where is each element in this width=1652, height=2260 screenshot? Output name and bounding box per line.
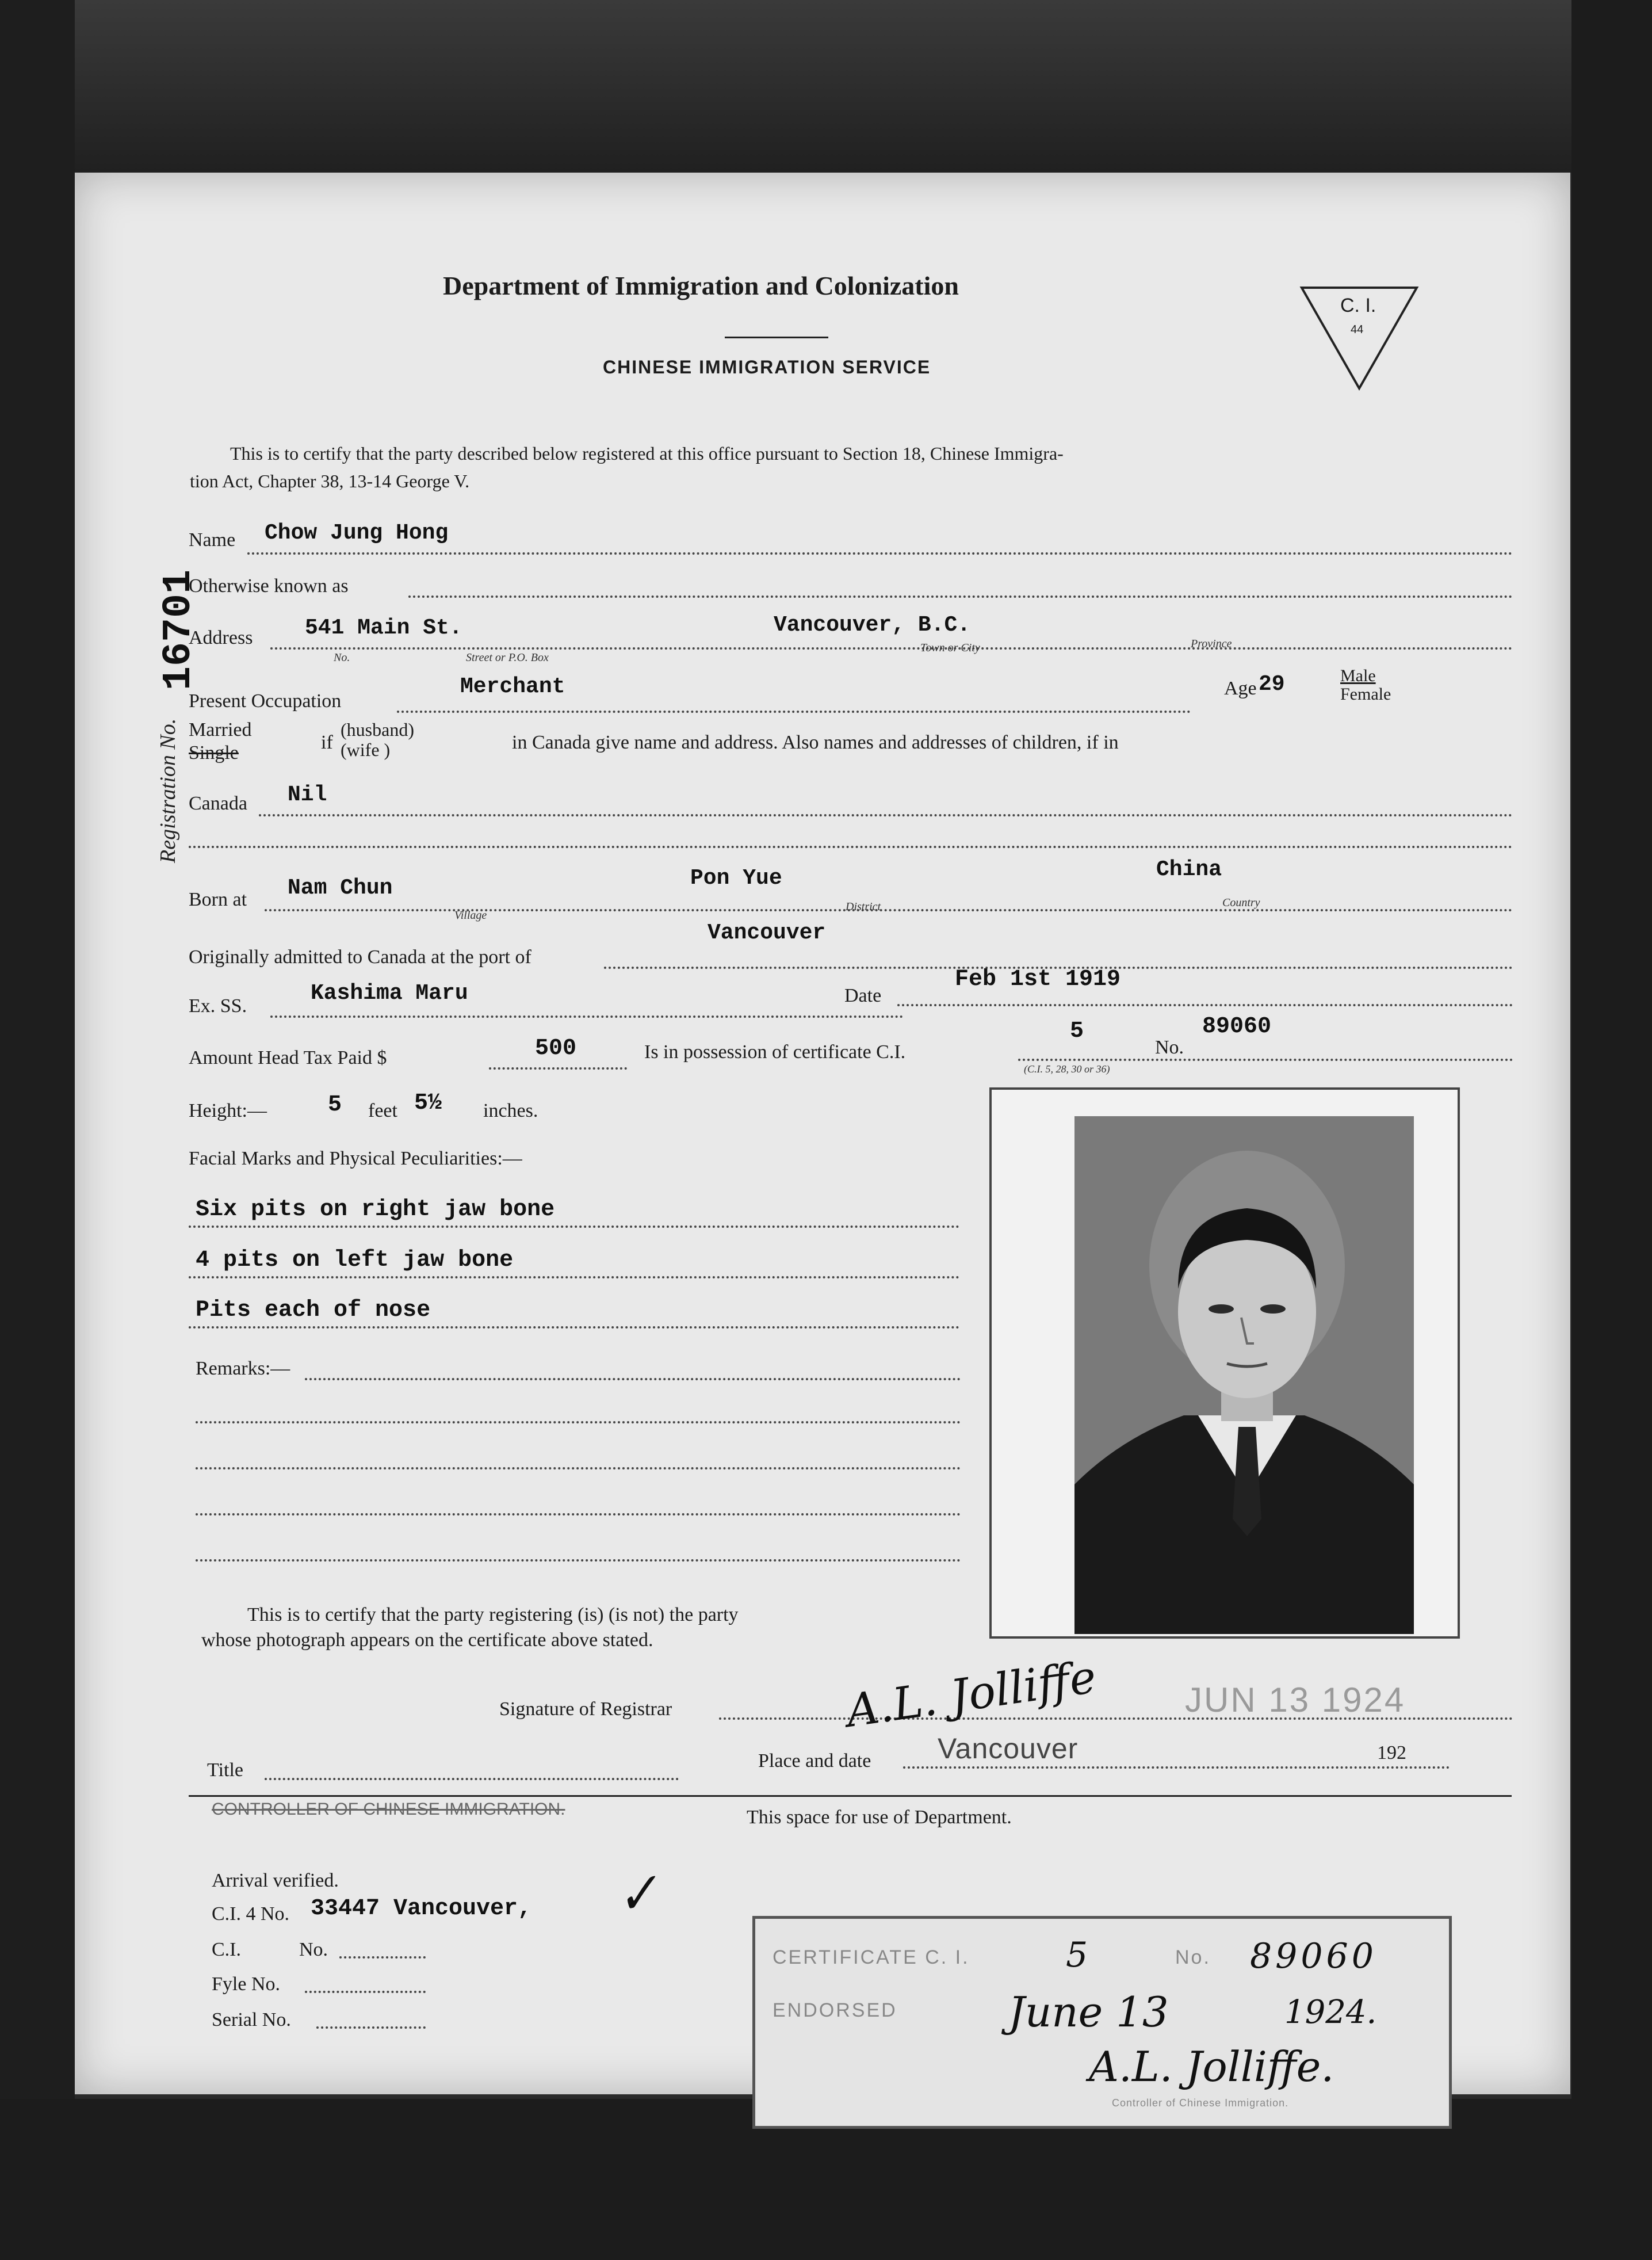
ci-no-line	[339, 1956, 426, 1959]
serial-label: Serial No.	[212, 2009, 291, 2030]
form-code-bottom: 44	[1351, 323, 1364, 336]
name-line	[247, 552, 1513, 555]
ci4-value: 33447 Vancouver,	[311, 1896, 532, 1922]
possession-label: Is in possession of certificate C.I.	[644, 1041, 906, 1063]
date-label: Date	[844, 985, 882, 1006]
inches-label: inches.	[483, 1100, 538, 1121]
possession-line	[1018, 1059, 1513, 1061]
headtax-value: 500	[535, 1036, 577, 1062]
married-text: in Canada give name and address. Also names and addresses of children, if in	[512, 732, 1119, 753]
exss-line	[270, 1016, 903, 1018]
dept-space: This space for use of Department.	[747, 1807, 1012, 1828]
remarks-dots-3	[196, 1467, 961, 1469]
if-label: if	[321, 732, 333, 753]
height-inches-value: 5½	[414, 1090, 442, 1116]
facial-dots-2	[189, 1276, 959, 1278]
occupation-label: Present Occupation	[189, 690, 342, 712]
height-feet-value: 5	[328, 1092, 342, 1118]
single-label: Single	[189, 742, 239, 763]
sex-male: Male	[1340, 666, 1376, 685]
ci4-label: C.I. 4 No.	[212, 1903, 290, 1925]
registration-label: Registration No.	[156, 718, 180, 863]
certify-photo-1: This is to certify that the party registering (is) (is not) the party	[247, 1604, 739, 1625]
date-value: Feb 1st 1919	[955, 967, 1121, 992]
stamp-signature: A.L. Jolliffe.	[1089, 2043, 1334, 2091]
remarks-dots-2	[196, 1421, 961, 1423]
fyle-line	[305, 1991, 426, 1993]
born-line	[265, 909, 1513, 911]
exss-label: Ex. SS.	[189, 995, 247, 1017]
place-value: Vancouver	[938, 1732, 1079, 1765]
feet-label: feet	[368, 1100, 397, 1121]
cert-no-label: No.	[1155, 1037, 1184, 1058]
age-value: 29	[1259, 672, 1285, 697]
serial-line	[316, 2026, 426, 2029]
stamp-cert-label: CERTIFICATE C. I.	[773, 1946, 970, 1968]
canada-line-2	[189, 846, 1513, 848]
exss-value: Kashima Maru	[311, 981, 468, 1006]
otherwise-line	[408, 595, 1513, 598]
headtax-label: Amount Head Tax Paid $	[189, 1047, 387, 1068]
film-edge-right	[1571, 0, 1652, 2260]
certify-line-2: tion Act, Chapter 38, 13-14 George V.	[190, 471, 470, 491]
date-stamp: JUN 13 1924	[1185, 1681, 1406, 1719]
stamp-controller: Controller of Chinese Immigration.	[1112, 2097, 1289, 2109]
facial-dots-3	[189, 1326, 959, 1328]
remarks-dots-4	[196, 1513, 961, 1515]
sub-country: Country	[1222, 896, 1260, 909]
headtax-line	[489, 1067, 627, 1070]
born-village-value: Nam Chun	[288, 876, 393, 900]
date-line	[897, 1004, 1513, 1006]
footer-divider	[189, 1795, 1512, 1797]
otherwise-label: Otherwise known as	[189, 575, 349, 597]
place-label: Place and date	[758, 1750, 871, 1772]
header-divider	[725, 337, 828, 338]
admitted-value: Vancouver	[708, 921, 826, 945]
address-street-value: 541 Main St.	[305, 616, 462, 640]
department-title: Department of Immigration and Colonization	[443, 271, 959, 300]
registrar-signature: A.L. Jolliffe	[843, 1651, 1100, 1738]
film-edge-top	[0, 0, 1652, 173]
fyle-label: Fyle No.	[212, 1973, 280, 1995]
address-label: Address	[189, 627, 253, 648]
occupation-value: Merchant	[460, 674, 565, 699]
admitted-label: Originally admitted to Canada at the port of	[189, 946, 531, 968]
facial-line-3: Pits each of nose	[196, 1297, 431, 1323]
registration-number: 16701	[156, 569, 202, 690]
address-town-value: Vancouver, B.C.	[774, 613, 971, 637]
certify-line-1: This is to certify that the party described below registered at this office pursuant to Section 18, Chinese Immigra-	[230, 443, 1064, 464]
cert-ci-value: 5	[1070, 1018, 1084, 1044]
title-value: CONTROLLER OF CHINESE IMMIGRATION.	[212, 1800, 565, 1819]
cert-no-value: 89060	[1202, 1014, 1272, 1040]
facial-dots-1	[189, 1226, 959, 1228]
cert-sub: (C.I. 5, 28, 30 or 36)	[1024, 1063, 1110, 1075]
year-suffix: 192	[1377, 1742, 1406, 1763]
wife-label: (wife )	[341, 739, 391, 760]
remarks-dots-5	[196, 1559, 961, 1562]
document-page	[75, 173, 1570, 2109]
portrait-photo	[1074, 1116, 1414, 1634]
address-line	[270, 647, 1513, 650]
service-title: CHINESE IMMIGRATION SERVICE	[603, 357, 931, 377]
address-sub-no: No.	[334, 651, 350, 664]
facial-label: Facial Marks and Physical Peculiarities:—	[189, 1148, 522, 1169]
born-district-value: Pon Yue	[690, 866, 782, 891]
canada-value: Nil	[288, 782, 327, 807]
born-label: Born at	[189, 889, 247, 910]
arrival-label: Arrival verified.	[212, 1870, 339, 1891]
born-country-value: China	[1156, 857, 1222, 882]
address-sub-town: Town or City	[920, 642, 980, 654]
sub-village: Village	[454, 909, 487, 922]
name-value: Chow Jung Hong	[265, 521, 449, 545]
ci-label: C.I.	[212, 1939, 241, 1960]
title-label: Title	[207, 1759, 244, 1781]
stamp-endorsed-date: June 13	[1008, 1988, 1169, 2036]
remarks-label: Remarks:—	[196, 1358, 290, 1379]
stamp-endorsed-label: ENDORSED	[773, 1999, 897, 2021]
certify-photo-2: whose photograph appears on the certificate above stated.	[201, 1629, 653, 1651]
stamp-no-label: No.	[1175, 1946, 1211, 1968]
height-label: Height:—	[189, 1100, 267, 1121]
check-mark: ✓	[610, 1861, 664, 1928]
facial-line-1: Six pits on right jaw bone	[196, 1197, 555, 1223]
place-line	[903, 1766, 1450, 1769]
facial-line-2: 4 pits on left jaw bone	[196, 1247, 514, 1273]
married-label: Married	[189, 719, 252, 740]
address-sub-province: Province	[1191, 637, 1232, 650]
canada-line	[259, 814, 1513, 816]
film-edge-left	[0, 0, 75, 2260]
form-code-triangle	[1299, 282, 1420, 391]
remarks-dots-1	[305, 1378, 961, 1380]
stamp-no-value: 89060	[1250, 1936, 1377, 1976]
signature-label: Signature of Registrar	[499, 1698, 672, 1720]
stamp-endorsed-year: 1924.	[1284, 1994, 1377, 2031]
address-sub-street: Street or P.O. Box	[466, 651, 549, 664]
age-label: Age	[1224, 678, 1257, 699]
canada-label: Canada	[189, 793, 247, 814]
title-line	[265, 1778, 679, 1780]
husband-label: (husband)	[341, 719, 414, 740]
sex-female: Female	[1340, 685, 1391, 704]
endorsement-stamp	[752, 1916, 1452, 2129]
ci-no-label: No.	[299, 1939, 328, 1960]
stamp-cert-ci: 5	[1066, 1935, 1088, 1975]
name-label: Name	[189, 529, 236, 551]
occupation-line	[397, 711, 1191, 713]
sub-district: District	[846, 900, 881, 913]
form-code-top: C. I.	[1340, 295, 1376, 316]
